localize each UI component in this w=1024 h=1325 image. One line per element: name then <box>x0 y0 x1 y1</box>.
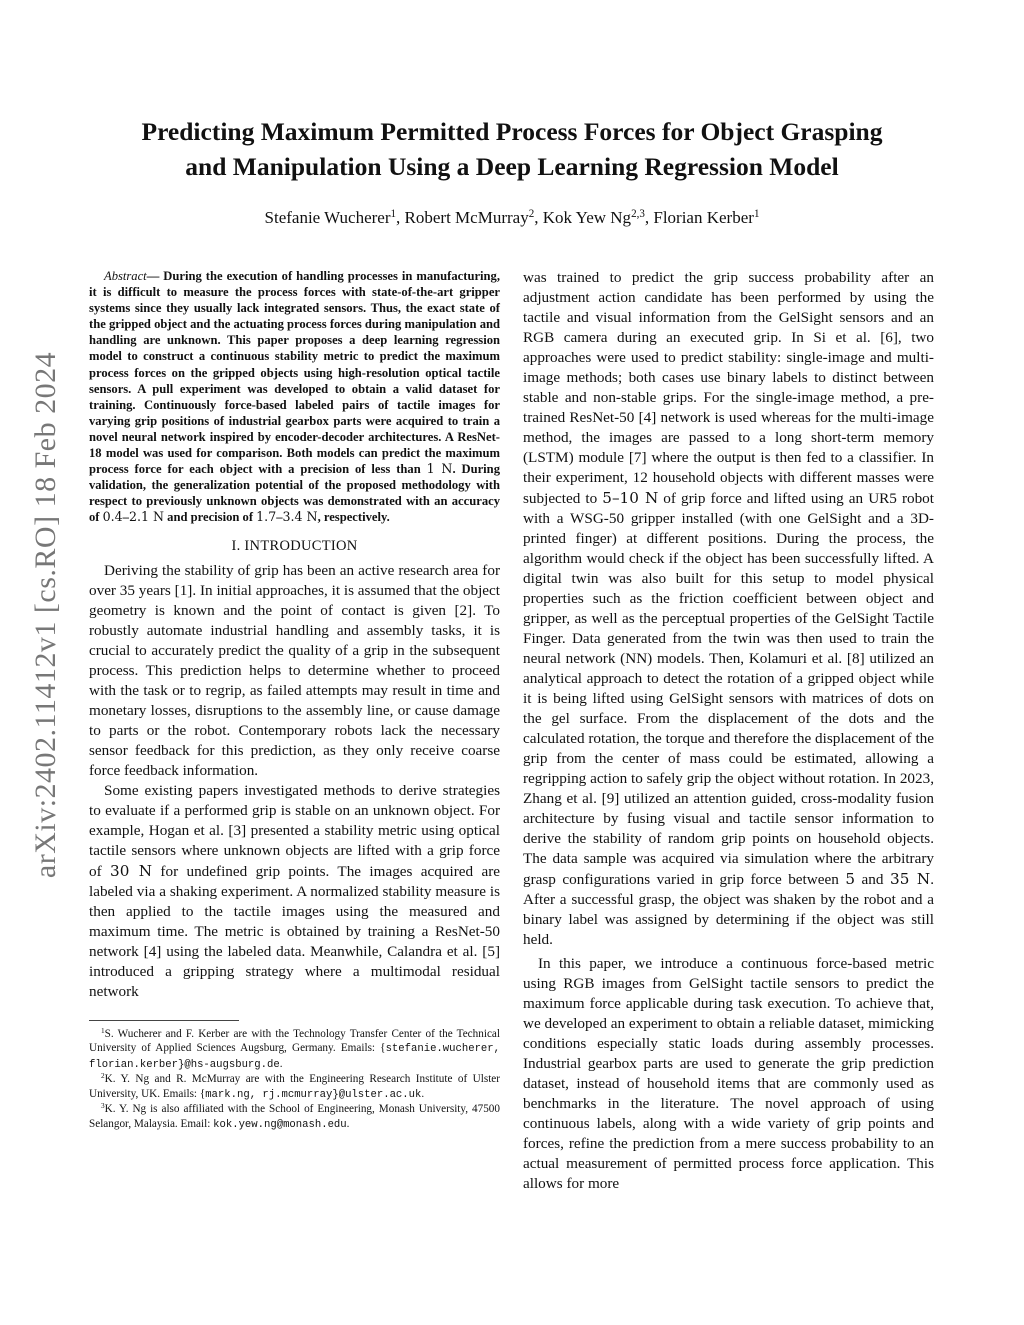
right-column <box>523 268 934 1194</box>
author-4: Florian Kerber$^1$ <box>653 207 760 227</box>
paper-title <box>90 114 934 184</box>
arxiv-identifier: arXiv:2402.11412v1 [cs.RO] 18 Feb 2024 <box>29 351 62 879</box>
abstract-lead: Abstract <box>104 269 147 283</box>
author-2: Robert McMurray$^2$, <box>404 207 543 227</box>
footnote-rule <box>89 1020 239 1021</box>
related-work-paragraph: was trained to predict the grip success probability after an adjustment action candidate has been performed by using the tactile and visual information from the GelSight sensors and an RGB camera during an executed grip. In Si et al. [6], two approaches were used to predict stability: single-image and multi-image methods; both cases use binary labels to distinct between stable and non-stable grips. For the single-image method, a pre-trained ResNet-50 [4] network is used whereas for the multi-image method, the images are passed to a long short-term memory (LSTM) module [7] where the output is then fed to a classifier. In their experiment, 12 household objects with different masses were subjected to 5–10 N of grip force and lifted using an UR5 robot with a WSG-50 gripper installed (with one GelSight and a 3D-printed finger) at different positions. During the process, the algorithm would check if the object has been successfully lifted. A digital twin was also built for this setup to model physical properties such as the friction coefficient between object and gripper, as well as the perceptual properties of the GelSight Tactile Finger. Data generated from the twin was then used to train the neural network (NN) models. Then, Kolamuri et al. [8] utilized an analytical approach to detect the rotation of a gripped object while it is being lifted using GelSight sensors with matrices of dots on the gel surface. From the displacement of the dots and the calculated rotation, the torque and therefore the displacement of the grip from the center of mass could be estimated, allowing a regripping action to safely grip the object without rotation. In 2023, Zhang et al. [9] utilized an attention guided, cross-modality fusion architecture by fusing visual and tactile sensor information to derive the stability of random grip points on household objects. The data sample was acquired via simulation where the arbitrary grasp configurations varied in grip force between 5 and 35 N. After a successful grasp, the object was shaken by the robot and a binary label was assigned by determining if the object was still held. <box>523 269 935 948</box>
author-list <box>90 208 934 228</box>
abstract: Abstract— During the execution of handling processes in manufacturing, it is difficult to measure the process forces with state-of-the-art gripper systems since they usually lack integrated sensors. Thus, the exact state of the gripped object and the actuating process forces during manipulation and handling are unknown. This paper proposes a deep learning regression model to construct a continuous stability metric to predict the maximum process forces on the gripped objects using high-resolution optical tactile sensors. A pull experiment was developed to obtain a valid dataset for training. Continuously force-based labeled pairs of tactile images for varying grip positions of industrial gearbox parts were acquired to train a novel neural network inspired by encoder-decoder architectures. A ResNet-18 model was used for comparison. Both models can predict the maximum process force for each object with a precision of less than 1 N. During validation, the generalization potential of the proposed methodology with respect to previously unknown objects was demonstrated with an accuracy of 0.4–2.1 N and precision of 1.7–3.4 N, respectively. <box>89 269 500 525</box>
intro-paragraph-2: Some existing papers investigated methods to derive strategies to evaluate if a performed grip is stable on an unknown object. For example, Hogan et al. [3] presented a stability metric using optical tactile sensors where unknown objects are lifted with a grip force of 30 N for undefined grip points. The images acquired are labeled via a shaking experiment. A normalized stability measure is then applied to the tactile images using the measured and maximum time. The metric is obtained by training a ResNet-50 network [4] using the labeled data. Meanwhile, Calandra et al. [5] introduced a gripping strategy where a multimodal residual network <box>89 781 500 1000</box>
intro-paragraph-1: Deriving the stability of grip has been an active research area for over 35 years [1]. In initial approaches, it is assumed that the object geometry is known and the point of contact is given [2]. To robustly automate industrial handling and assembly tasks, it is crucial to accurately predict the quality of a grip in the subsequent process. This prediction helps to determine whether to proceed with the task or to regrip, as failed attempts may result in time and monetary losses, disruptions to the assembly line, or cause damage to parts or the robot. Contemporary robots lack the necessary sensor feedback for this prediction, as they only receive coarse force feedback information. <box>89 561 500 779</box>
contribution-paragraph: In this paper, we introduce a continuous force-based metric using RGB images from GelSight tactile sensors to predict the maximum force applicable during task execution. To achieve that, we developed an experiment to obtain a reliable dataset, mimicking conditions especially static loads during assembly processes. Industrial gearbox parts are used to generate the grip prediction dataset, instead of household items that are commonly used as benchmarks in the literature. The novel approach of using continuous labels, along with a wide variety of grip points and forces, refine the prediction from a mere success probability to an actual measurement of permitted process force application. This allows for more <box>523 955 934 1192</box>
section-heading-introduction: I. INTRODUCTION <box>231 537 358 554</box>
author-3: Kok Yew Ng$^{2,3}$, <box>542 207 654 227</box>
arxiv-sidebar <box>26 290 66 940</box>
title-line-2: and Manipulation Using a Deep Learning Regression Model <box>185 152 839 181</box>
author-1: Stefanie Wucherer$^1$, <box>264 207 405 227</box>
left-column <box>89 268 500 1133</box>
footnote-1: $^1$S. Wucherer and F. Kerber are with the Technology Transfer Center of the Technical University of Applied Sciences Augsburg, Germany. Emails: {stefanie.wucherer, florian.kerber}@hs-augsburg.de. <box>89 1026 500 1071</box>
footnote-2: $^2$K. Y. Ng and R. McMurray are with the Engineering Research Institute of Ulster University, UK. Emails: {mark.ng, rj.mcmurray}@ulster.ac.uk. <box>89 1072 500 1101</box>
footnote-3: $^3$K. Y. Ng is also affiliated with the School of Engineering, Monash University, 47500 Selangor, Malaysia. Email: kok.yew.ng@monash.edu. <box>89 1102 500 1132</box>
title-line-1: Predicting Maximum Permitted Process Forces for Object Grasping <box>141 117 883 146</box>
